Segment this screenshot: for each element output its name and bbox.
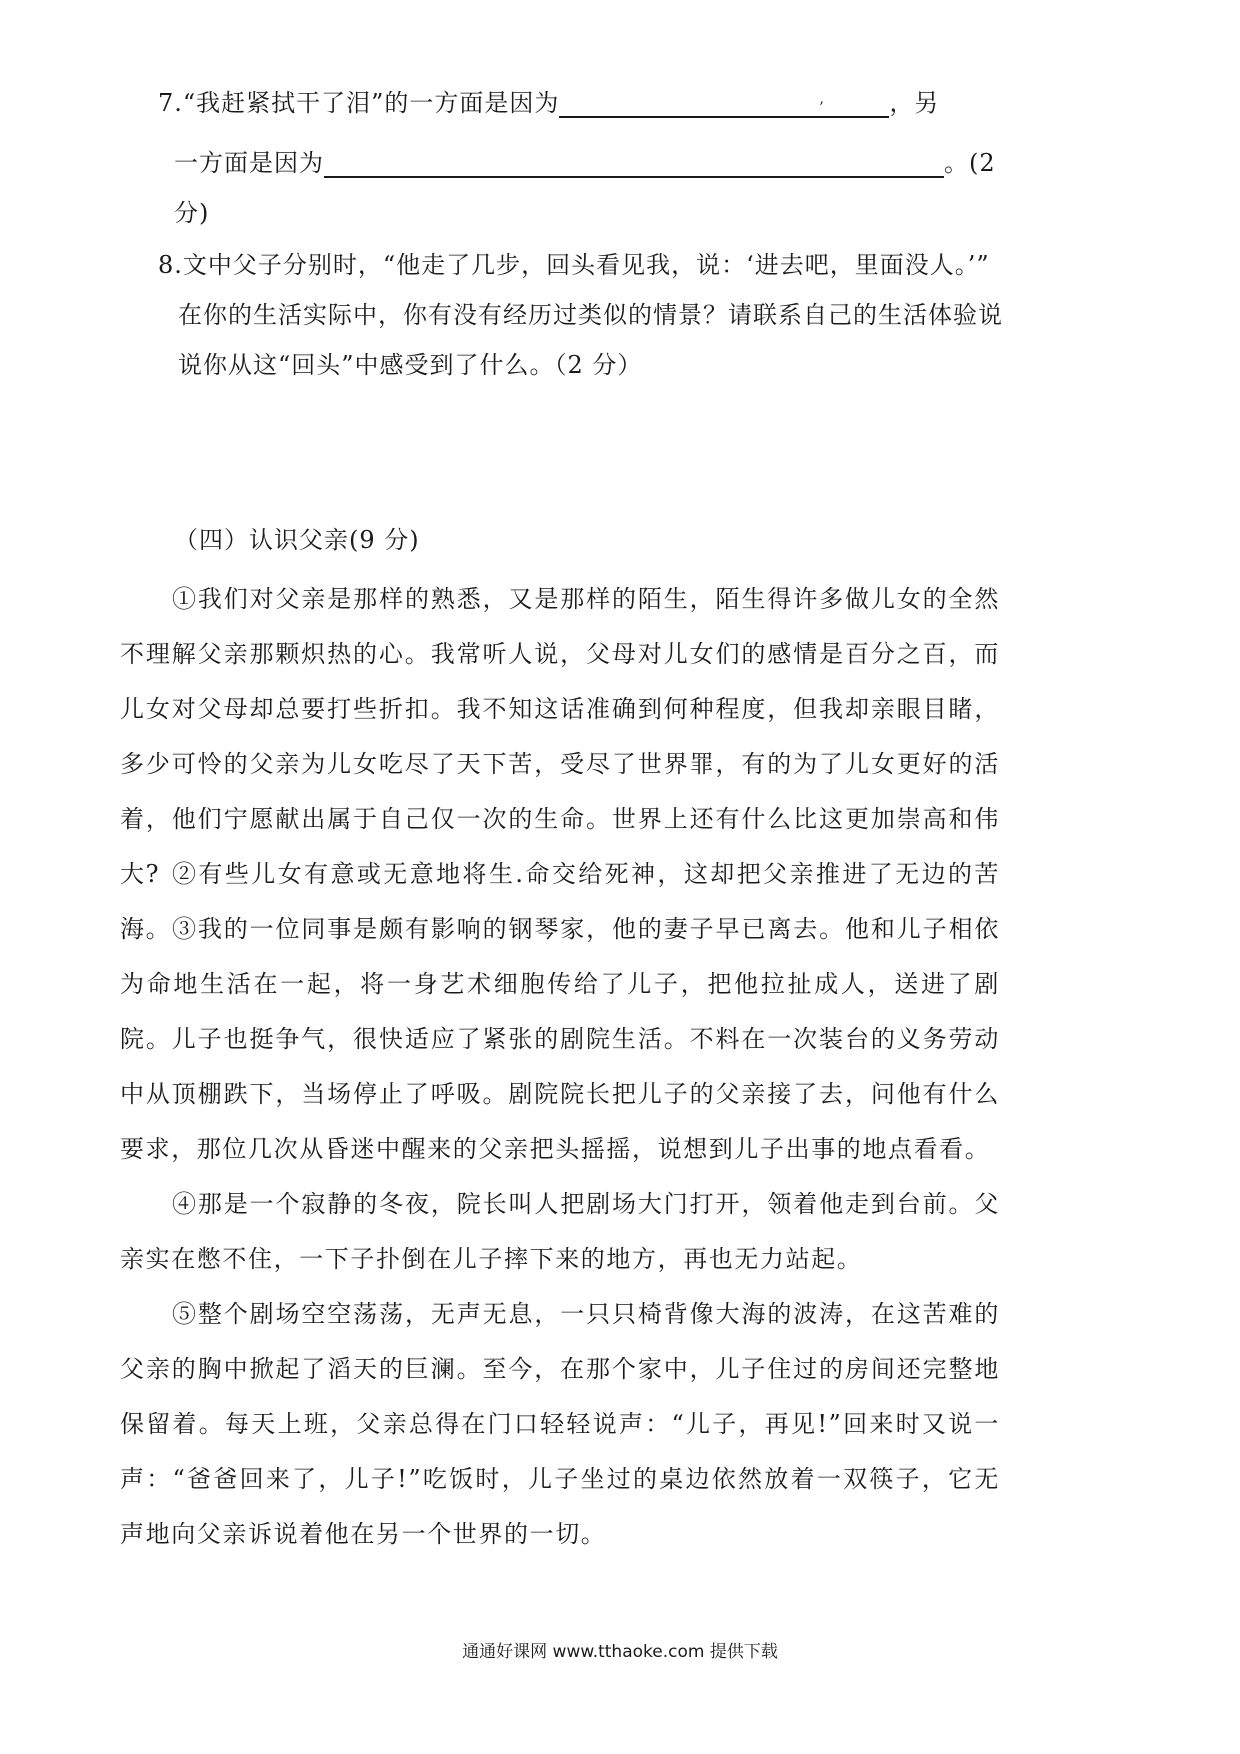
passage-paragraph-3: ③我的一位同事是颇有影响的钢琴家，他的妻子早已离去。他和儿子相依为命地生活在一起，将一身艺术细胞传给了儿子，把他拉扯成人，送进了剧院。儿子也挺争气，很快适应了紧张的剧院生活。不料在一次装台的义务劳动中从顶棚跌下，当场停止了呼吸。剧院院长把儿子的父亲接了去，问他有什么要求，那位几次从昏迷中醒来的父亲把头摇摇，说想到儿子出事的地点看看。 bbox=[120, 915, 1000, 1163]
q7-blank-comma: , bbox=[819, 91, 825, 107]
q7-prefix: 7.“我赶紧拭干了泪”的一方面是因为 bbox=[158, 89, 560, 117]
q7-line-2 bbox=[174, 148, 996, 178]
q7-answer-blank-1[interactable] bbox=[559, 90, 889, 118]
q7-line2-prefix: 一方面是因为 bbox=[174, 149, 324, 177]
q7-answer-blank-2[interactable] bbox=[324, 150, 944, 178]
q7-line2-suffix: 。(2 bbox=[944, 149, 996, 177]
passage-paragraph-4: ④那是一个寂静的冬夜，院长叫人把剧场大门打开，领着他走到台前。父亲实在憋不住，一下子扑倒在儿子摔下来的地方，再也无力站起。 bbox=[120, 1190, 1000, 1273]
passage-paragraph-2: ②有些儿女有意或无意地将生.命交给死神，这却把父亲推进了无边的苦海。 bbox=[120, 860, 1000, 943]
q8-line-2 bbox=[178, 300, 1003, 330]
q7-line-3 bbox=[174, 198, 209, 228]
q7-line3: 分) bbox=[174, 199, 210, 227]
q8-line-3 bbox=[178, 350, 642, 380]
q8-line2: 在你的生活实际中，你有没有经历过类似的情景？请联系自己的生活体验说 bbox=[178, 301, 1003, 329]
q7-suffix: ，另 bbox=[889, 89, 940, 117]
q7-line-1 bbox=[158, 88, 939, 118]
passage-paragraph-1: ①我们对父亲是那样的熟悉，又是那样的陌生，陌生得许多做儿女的全然不理解父亲那颗炽热的心。我常听人说，父母对儿女们的感情是百分之百，而儿女对父母却总要打些折扣。我不知这话准确到何种程度，但我却亲眼目睹，多少可怜的父亲为儿女吃尽了天下苦，受尽了世界罪，有的为了儿女更好的活着，他们宁愿献出属于自己仅一次的生命。世界上还有什么比这更加崇高和伟大? bbox=[120, 585, 1000, 888]
q8-line-1 bbox=[158, 250, 990, 280]
section-heading bbox=[174, 525, 420, 555]
section-heading-text: （四）认识父亲(9 分) bbox=[174, 526, 420, 554]
footer-credit: 通通好课网 www.tthaoke.com 提供下载 bbox=[462, 1642, 778, 1662]
q8-line3: 说你从这“回头”中感受到了什么。（2 分） bbox=[178, 351, 643, 379]
q8-line1: 8.文中父子分别时，“他走了几步，回头看见我，说：‘进去吧，里面没人。’” bbox=[158, 251, 990, 279]
passage-paragraph-5: ⑤整个剧场空空荡荡，无声无息，一只只椅背像大海的波涛，在这苦难的父亲的胸中掀起了滔天的巨澜。至今，在那个家中，儿子住过的房间还完整地保留着。每天上班，父亲总得在门口轻轻说声：“儿子，再见!”回来时又说一声：“爸爸回来了，儿子!”吃饭时，儿子坐过的桌边依然放着一双筷子，它无声地向父亲诉说着他在另一个世界的一切。 bbox=[120, 1300, 1000, 1548]
